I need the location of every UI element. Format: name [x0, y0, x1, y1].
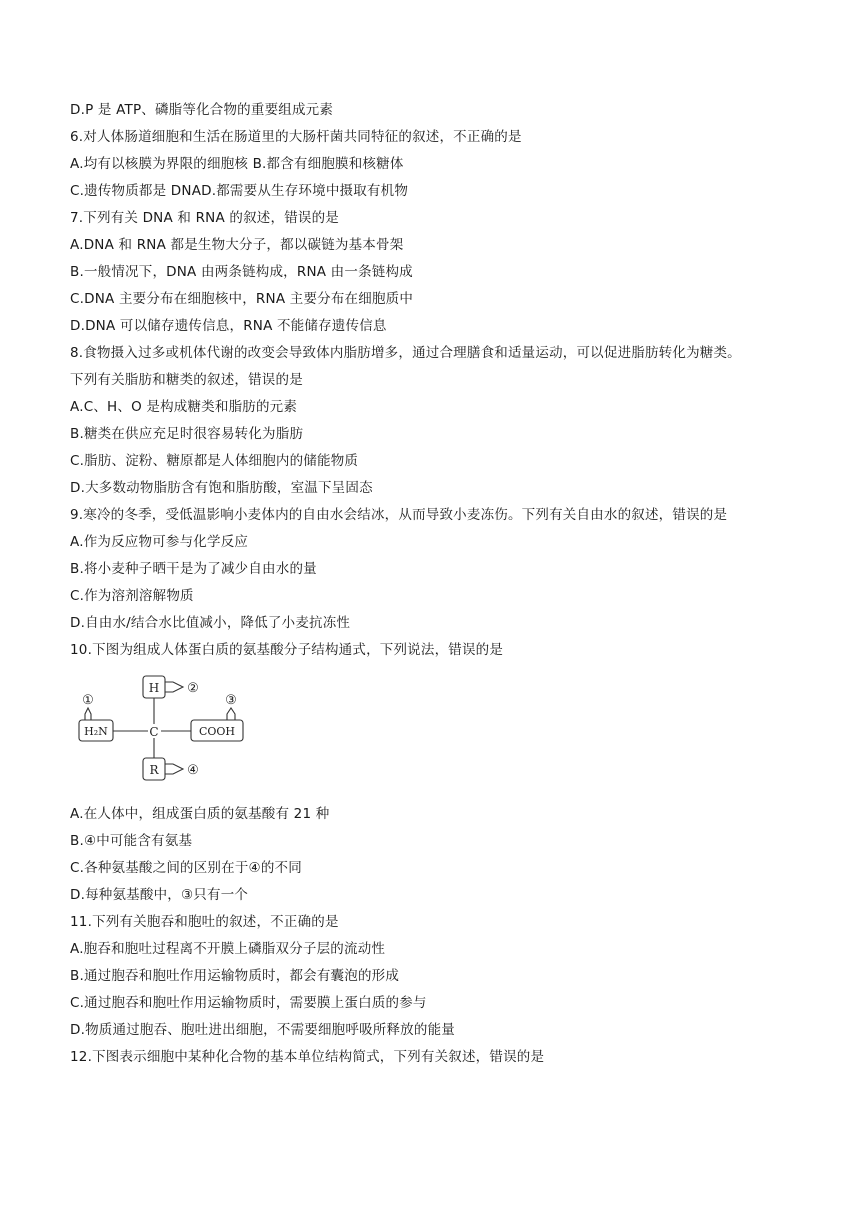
question-6-stem: 6.对人体肠道细胞和生活在肠道里的大肠杆菌共同特征的叙述，不正确的是: [70, 129, 522, 145]
text-line: C.遗传物质都是 DNAD.都需要从生存环境中摄取有机物: [70, 183, 409, 199]
text-line: D.自由水/结合水比值减小，降低了小麦抗冻性: [70, 615, 351, 631]
text-line: B.将小麦种子晒干是为了减少自由水的量: [70, 561, 317, 577]
text-line: B.通过胞吞和胞吐作用运输物质时，都会有囊泡的形成: [70, 968, 400, 984]
text-line: B.糖类在供应充足时很容易转化为脂肪: [70, 426, 304, 442]
text-block-lower: [70, 801, 800, 1071]
text-line: A.胞吞和胞吐过程离不开膜上磷脂双分子层的流动性: [70, 941, 386, 957]
marker-1-label: ①: [82, 693, 94, 708]
text-block-upper: [70, 97, 800, 664]
marker-3-label: ③: [225, 693, 237, 708]
text-line: B.④中可能含有氨基: [70, 833, 193, 849]
c-atom-label: C: [149, 725, 159, 739]
r-group-label: R: [149, 763, 159, 777]
h-atom-label: H: [148, 681, 160, 695]
text-line: C.DNA 主要分布在细胞核中，RNA 主要分布在细胞质中: [70, 291, 414, 307]
amino-group-label: H₂N: [84, 725, 108, 738]
text-line: 下列有关脂肪和糖类的叙述，错误的是: [70, 372, 303, 388]
question-10-stem: 10.下图为组成人体蛋白质的氨基酸分子结构通式，下列说法，错误的是: [70, 642, 504, 658]
text-line: B.一般情况下，DNA 由两条链构成，RNA 由一条链构成: [70, 264, 413, 280]
text-line: A.作为反应物可参与化学反应: [70, 534, 249, 550]
text-line: D.P 是 ATP、磷脂等化合物的重要组成元素: [70, 102, 334, 118]
text-line: D.大多数动物脂肪含有饱和脂肪酸，室温下呈固态: [70, 480, 373, 496]
text-line: A.在人体中，组成蛋白质的氨基酸有 21 种: [70, 806, 330, 822]
text-line: A.DNA 和 RNA 都是生物大分子，都以碳链为基本骨架: [70, 237, 404, 253]
text-line: C.作为溶剂溶解物质: [70, 588, 194, 604]
question-12-stem: 12.下图表示细胞中某种化合物的基本单位结构简式，下列有关叙述，错误的是: [70, 1049, 545, 1065]
text-line: A.均有以核膜为界限的细胞核 B.都含有细胞膜和核糖体: [70, 156, 404, 172]
text-line: C.各种氨基酸之间的区别在于④的不同: [70, 860, 302, 876]
carboxyl-group-label: COOH: [198, 725, 236, 738]
marker-4-label: ④: [187, 763, 199, 778]
question-11-stem: 11.下列有关胞吞和胞吐的叙述，不正确的是: [70, 914, 339, 930]
amino-acid-diagram: [75, 670, 335, 795]
text-line: C.通过胞吞和胞吐作用运输物质时，需要膜上蛋白质的参与: [70, 995, 427, 1011]
question-9-stem: 9.寒冷的冬季，受低温影响小麦体内的自由水会结冰，从而导致小麦冻伤。下列有关自由水的叙述，错误的是: [70, 507, 728, 523]
document-page: [70, 97, 800, 1071]
question-7-stem: 7.下列有关 DNA 和 RNA 的叙述，错误的是: [70, 210, 339, 226]
question-8-stem: 8.食物摄入过多或机体代谢的改变会导致体内脂肪增多，通过合理膳食和适量运动，可以促进脂肪转化为糖类。: [70, 345, 741, 361]
text-line: A.C、H、O 是构成糖类和脂肪的元素: [70, 399, 298, 415]
text-line: C.脂肪、淀粉、糖原都是人体细胞内的储能物质: [70, 453, 359, 469]
text-line: D.DNA 可以储存遗传信息，RNA 不能储存遗传信息: [70, 318, 387, 334]
amino-acid-structure-figure: [75, 670, 335, 795]
text-line: D.物质通过胞吞、胞吐进出细胞，不需要细胞呼吸所释放的能量: [70, 1022, 455, 1038]
text-line: D.每种氨基酸中，③只有一个: [70, 887, 249, 903]
marker-2-label: ②: [187, 681, 199, 696]
